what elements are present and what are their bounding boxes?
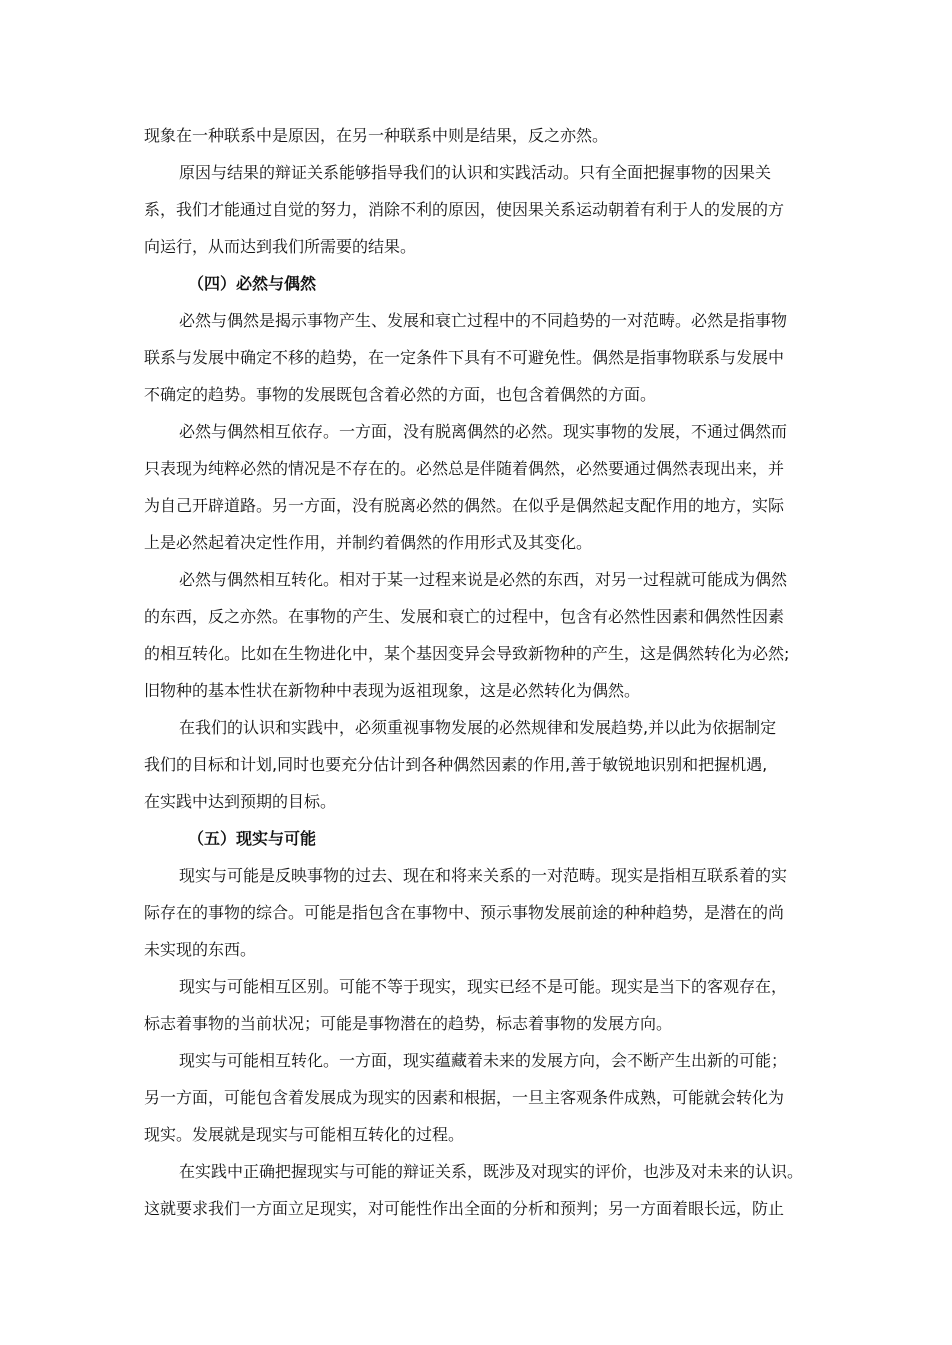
paragraph-line: 这就要求我们一方面立足现实，对可能性作出全面的分析和预判；另一方面着眼长远，防止 (144, 1199, 785, 1218)
paragraph-line: 未实现的东西。 (144, 940, 257, 959)
paragraph-line: 现象在一种联系中是原因，在另一种联系中则是结果，反之亦然。 (144, 126, 609, 145)
section-heading: （四）必然与偶然 (188, 274, 317, 293)
document-page (144, 117, 812, 1227)
paragraph-line: 必然与偶然相互转化。相对于某一过程来说是必然的东西，对另一过程就可能成为偶然 (179, 570, 788, 589)
paragraph-line: 际存在的事物的综合。可能是指包含在事物中、预示事物发展前途的种种趋势，是潜在的尚 (144, 903, 785, 922)
paragraph-line: 另一方面，可能包含着发展成为现实的因素和根据，一旦主客观条件成熟，可能就会转化为 (144, 1088, 785, 1107)
paragraph-line: 现实。发展就是现实与可能相互转化的过程。 (144, 1125, 465, 1144)
paragraph-line: 在我们的认识和实践中，必须重视事物发展的必然规律和发展趋势,并以此为依据制定 (179, 718, 777, 737)
paragraph-line: 为自己开辟道路。另一方面，没有脱离必然的偶然。在似乎是偶然起支配作用的地方，实际 (144, 496, 785, 515)
paragraph-line: 现实与可能是反映事物的过去、现在和将来关系的一对范畴。现实是指相互联系着的实 (179, 866, 788, 885)
paragraph-line: 联系与发展中确定不移的趋势，在一定条件下具有不可避免性。偶然是指事物联系与发展中 (144, 348, 785, 367)
paragraph-line: 旧物种的基本性状在新物种中表现为返祖现象，这是必然转化为偶然。 (144, 681, 641, 700)
paragraph-line: 必然与偶然是揭示事物产生、发展和衰亡过程中的不同趋势的一对范畴。必然是指事物 (179, 311, 788, 330)
paragraph-line: 原因与结果的辩证关系能够指导我们的认识和实践活动。只有全面把握事物的因果关 (179, 163, 772, 182)
paragraph-line: 的东西，反之亦然。在事物的产生、发展和衰亡的过程中，包含有必然性因素和偶然性因素 (144, 607, 785, 626)
paragraph-line: 必然与偶然相互依存。一方面，没有脱离偶然的必然。现实事物的发展，不通过偶然而 (179, 422, 788, 441)
paragraph-line: 不确定的趋势。事物的发展既包含着必然的方面，也包含着偶然的方面。 (144, 385, 657, 404)
paragraph-line: 现实与可能相互区别。可能不等于现实，现实已经不是可能。现实是当下的客观存在， (179, 977, 788, 996)
paragraph-line: 的相互转化。比如在生物进化中，某个基因变异会导致新物种的产生，这是偶然转化为必然; (144, 644, 790, 663)
paragraph-line: 上是必然起着决定性作用，并制约着偶然的作用形式及其变化。 (144, 533, 593, 552)
paragraph-line: 标志着事物的当前状况；可能是事物潜在的趋势，标志着事物的发展方向。 (144, 1014, 673, 1033)
paragraph-line: 我们的目标和计划,同时也要充分估计到各种偶然因素的作用,善于敏锐地识别和把握机遇, (144, 755, 768, 774)
paragraph-line: 只表现为纯粹必然的情况是不存在的。必然总是伴随着偶然，必然要通过偶然表现出来，并 (144, 459, 785, 478)
paragraph-line: 现实与可能相互转化。一方面，现实蕴藏着未来的发展方向，会不断产生出新的可能； (179, 1051, 788, 1070)
paragraph-line: 在实践中正确把握现实与可能的辩证关系，既涉及对现实的评价，也涉及对未来的认识。 (179, 1162, 804, 1181)
section-heading: （五）现实与可能 (188, 829, 317, 848)
paragraph-line: 系，我们才能通过自觉的努力，消除不利的原因，使因果关系运动朝着有利于人的发展的方 (144, 200, 785, 219)
paragraph-line: 向运行，从而达到我们所需要的结果。 (144, 237, 417, 256)
paragraph-line: 在实践中达到预期的目标。 (144, 792, 337, 811)
